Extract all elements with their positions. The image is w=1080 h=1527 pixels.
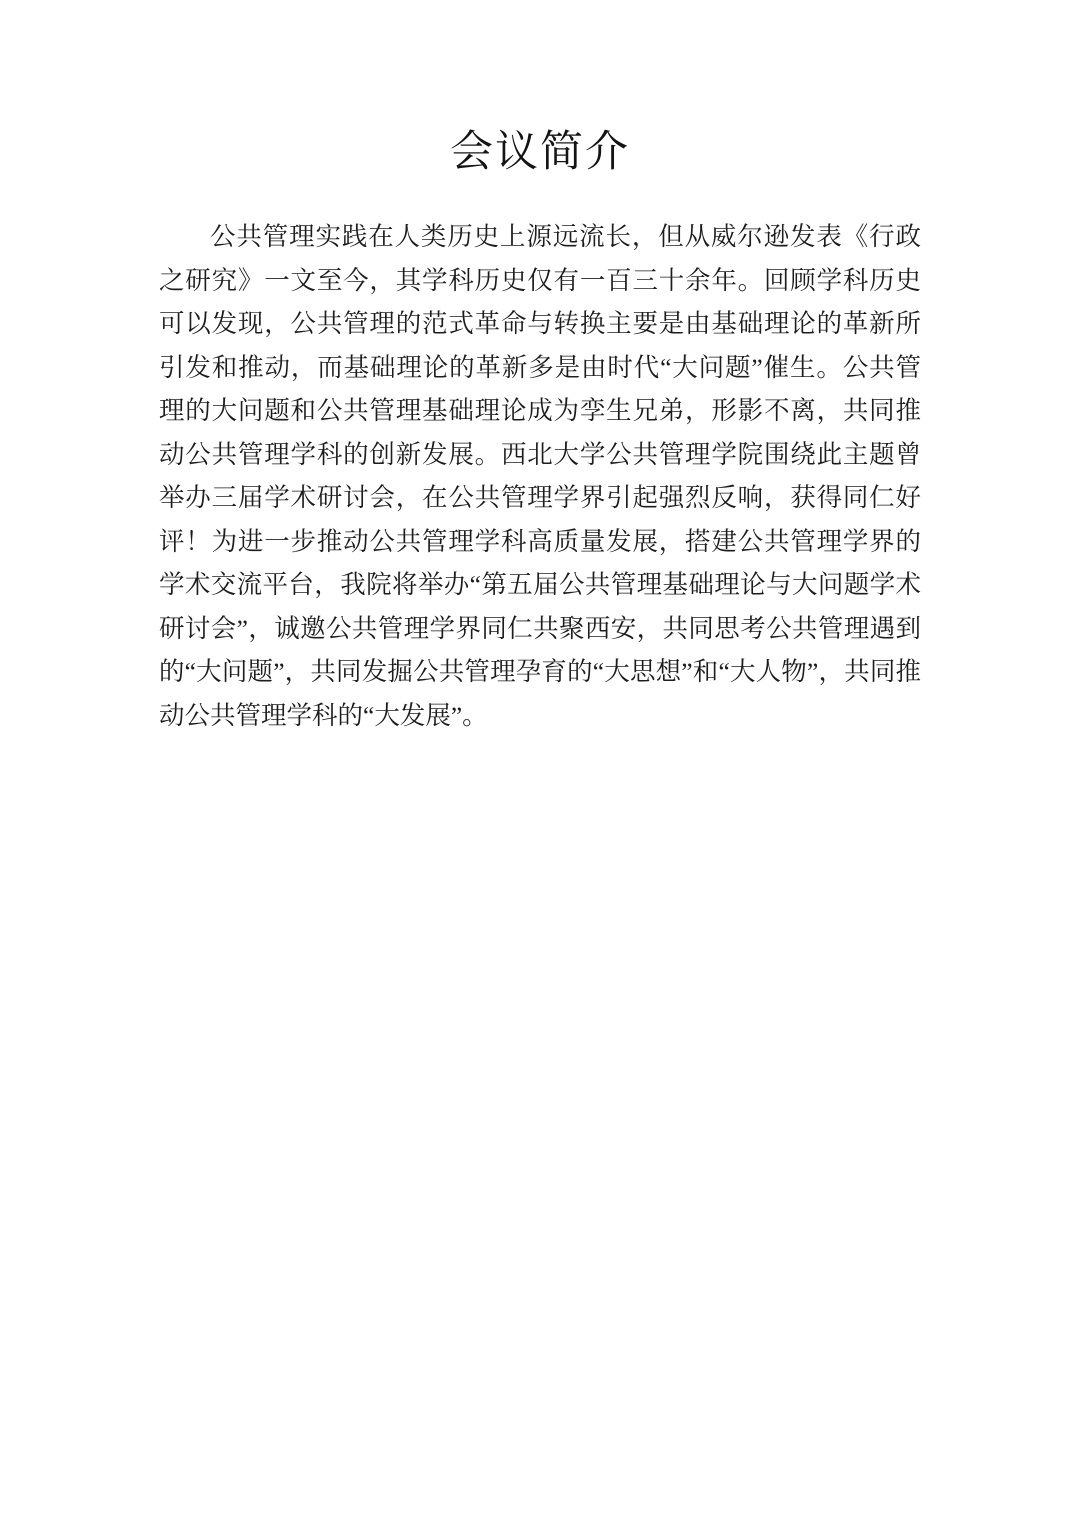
page-title: 会议简介 (450, 129, 630, 176)
body-paragraph: 公共管理实践在人类历史上源远流长，但从威尔逊发表《行政之研究》一文至今，其学科历史仅有一百三十余年。回顾学科历史可以发现，公共管理的范式革命与转换主要是由基础理论的革新所引发和推动，而基础理论的革新多是由时代“大问题”催生。公共管理的大问题和公共管理基础理论成为孪生兄弟，形影不离，共同推动公共管理学科的创新发展。西北大学公共管理学院围绕此主题曾举办三届学术研讨会，在公共管理学界引起强烈反响，获得同仁好评！为进一步推动公共管理学科高质量发展，搭建公共管理学界的学术交流平台，我院将举办“第五届公共管理基础理论与大问题学术研讨会”，诚邀公共管理学界同仁共聚西安，共同思考公共管理遇到的“大问题”，共同发掘公共管理孕育的“大思想”和“大人物”，共同推动公共管理学科的“大发展”。 (159, 222, 921, 730)
document-body (159, 179, 921, 737)
